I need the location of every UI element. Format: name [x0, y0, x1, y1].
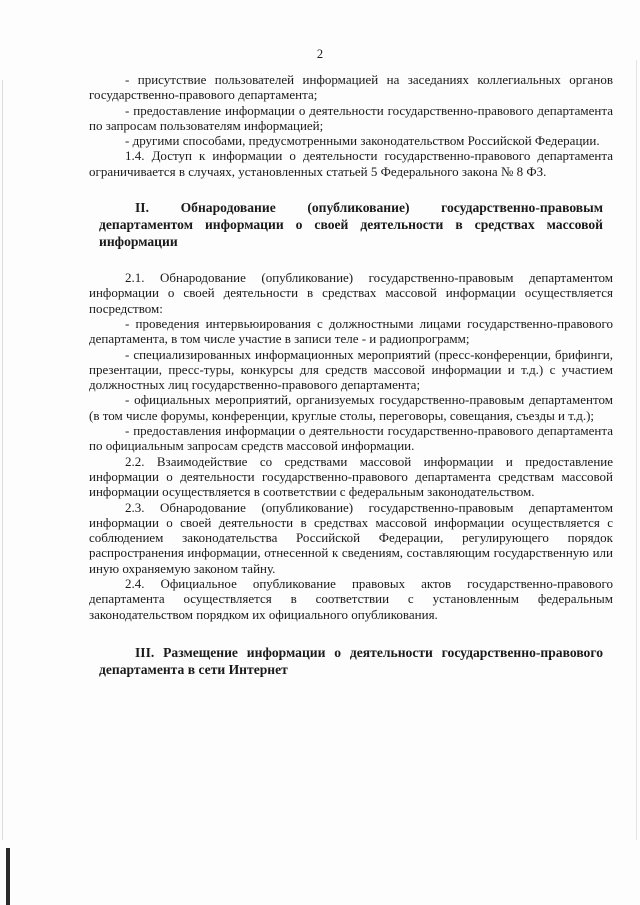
list-item: - предоставление информации о деятельности государственно-правового департамента по запросам пользователям информацией;: [89, 102, 613, 133]
clause-2-4: 2.4. Официальное опубликование правовых актов государственно-правового департамента осуществляется в соответствии с установленным федеральным законодательством порядком их официального опубликования.: [89, 576, 613, 622]
scan-edge-left: [2, 80, 3, 840]
list-item: - предоставления информации о деятельности государственно-правового департамента по официальным запросам средств массовой информации.: [89, 423, 613, 454]
list-item: - специализированных информационных мероприятий (пресс-конференции, брифинги, презентации, пресс-туры, конкурсы для средств массовой информации и т.д.) с участием должностных лиц государственно-правового департамента;: [89, 346, 613, 393]
scan-edge-right: [636, 60, 637, 840]
list-item: - официальных мероприятий, организуемых государственно-правовым департаментом (в том числе форумы, конференции, круглые столы, переговоры, совещания, съезды и т.д.);: [89, 392, 613, 423]
page-number: 2: [316, 47, 324, 61]
document-body: [89, 72, 613, 678]
list-item: - присутствие пользователей информацией на заседаниях коллегиальных органов государственно-правового департамента;: [89, 72, 613, 103]
section-2-heading: II. Обнародование (опубликование) государственно-правовым департаментом информации о своей деятельности в средствах массовой информации: [99, 200, 603, 250]
section-3-heading: III. Размещение информации о деятельности государственно-правового департамента в сети Интернет: [99, 644, 603, 677]
binding-mark: [6, 848, 10, 905]
list-item: - проведения интервьюирования с должностными лицами государственно-правового департамента, в том числе участие в записи теле - и радиопрограмм;: [89, 315, 613, 347]
clause-1-4: 1.4. Доступ к информации о деятельности государственно-правового департамента ограничивается в случаях, установленных статьей 5 Федерального закона № 8 ФЗ.: [89, 148, 613, 179]
clause-2-1: 2.1. Обнародование (опубликование) государственно-правовым департаментом информации о своей деятельности в средствах массовой информации осуществляется посредством:: [89, 270, 613, 316]
list-item: - другими способами, предусмотренными законодательством Российской Федерации.: [125, 133, 600, 149]
clause-2-2: 2.2. Взаимодействие со средствами массовой информации и предоставление информации о деятельности государственно-правового департамента средствам массовой информации осуществляется в соответствии с федеральным законодательством.: [89, 453, 613, 500]
clause-2-3: 2.3. Обнародование (опубликование) государственно-правовым департаментом информации о своей деятельности в средствах массовой информации осуществляется с соблюдением законодательства Российской Федерации, регулирующего порядок распространения информации, отнесенной к сведениям, составляющим государственную или иную охраняемую законом тайну.: [89, 499, 613, 576]
